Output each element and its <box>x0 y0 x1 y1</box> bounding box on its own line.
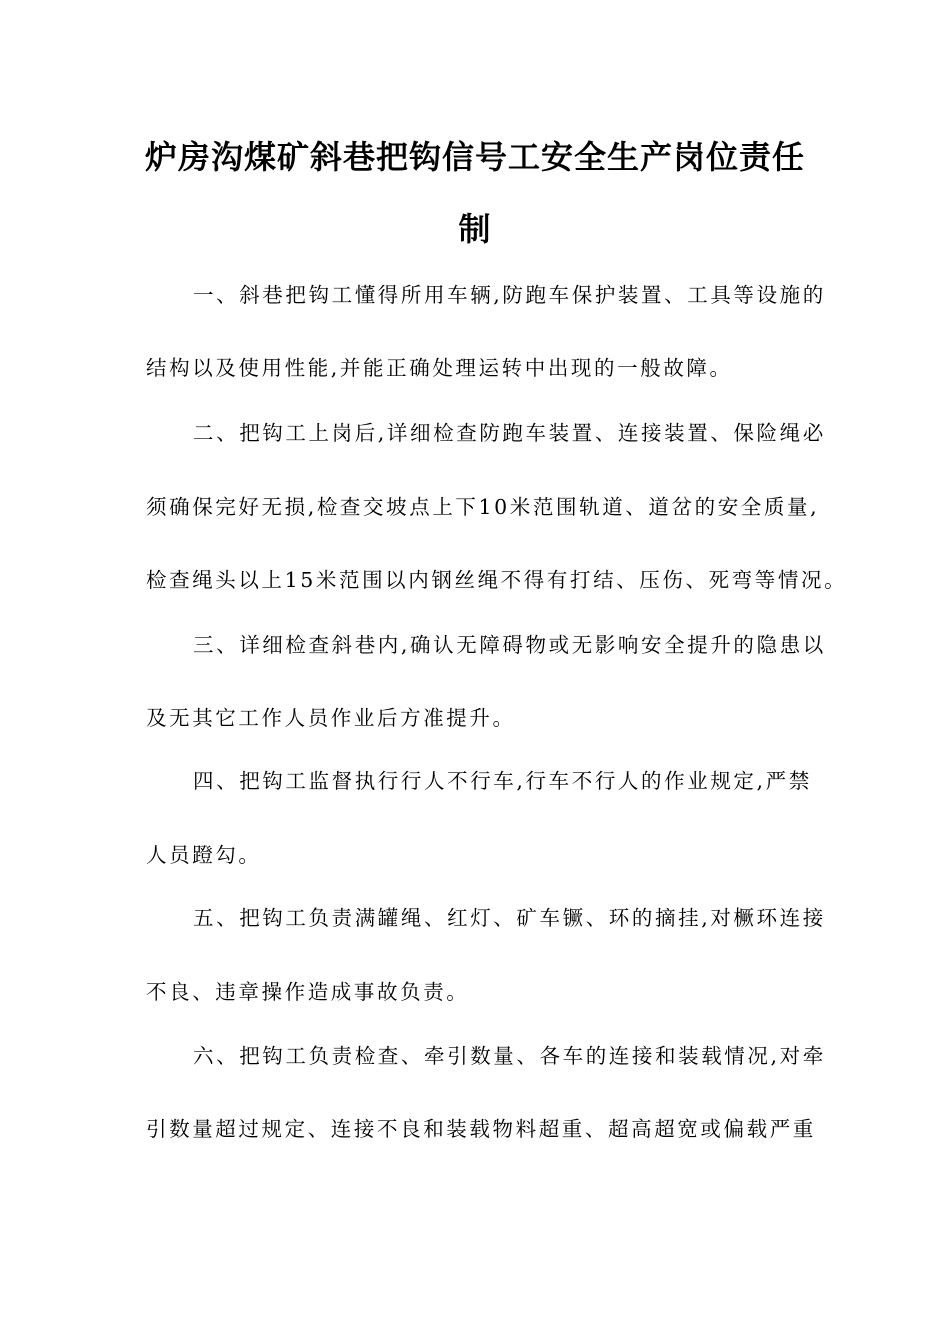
paragraph-2-line-1: 二、把钩工上岗后,详细检查防跑车装置、连接装置、保险绳必 <box>193 421 826 445</box>
paragraph-4-line-2: 人员蹬勾。 <box>146 843 262 867</box>
paragraph-3-line-1: 三、详细检查斜巷内,确认无障碍物或无影响安全提升的隐患以 <box>193 633 826 657</box>
paragraph-1-line-2: 结构以及使用性能,并能正确处理运转中出现的一般故障。 <box>146 356 733 380</box>
paragraph-5-line-1: 五、把钩工负责满罐绳、红灯、矿车镢、环的摘挂,对橛环连接 <box>193 906 826 930</box>
paragraph-5-line-2: 不良、违章操作造成事故负责。 <box>146 980 470 1004</box>
paragraph-3-line-2: 及无其它工作人员作业后方准提升。 <box>146 706 516 730</box>
paragraph-6-line-1: 六、把钩工负责检查、牵引数量、各车的连接和装载情况,对牵 <box>193 1044 826 1068</box>
paragraph-2-line-3: 检查绳头以上15米范围以内钢丝绳不得有打结、压伤、死弯等情况。 <box>146 568 848 592</box>
paragraph-1-line-1: 一、斜巷把钩工懂得所用车辆,防跑车保护装置、工具等设施的 <box>193 283 826 307</box>
paragraph-6-line-2: 引数量超过规定、连接不良和装载物料超重、超高超宽或偏载严重 <box>146 1117 816 1141</box>
document-title-line-1: 炉房沟煤矿斜巷把钩信号工安全生产岗位责任 <box>145 138 806 176</box>
document-title-line-2: 制 <box>458 210 492 248</box>
paragraph-2-line-2: 须确保完好无损,检查交坡点上下10米范围轨道、道岔的安全质量, <box>146 495 820 519</box>
paragraph-4-line-1: 四、把钩工监督执行行人不行车,行车不行人的作业规定,严禁 <box>193 769 812 793</box>
